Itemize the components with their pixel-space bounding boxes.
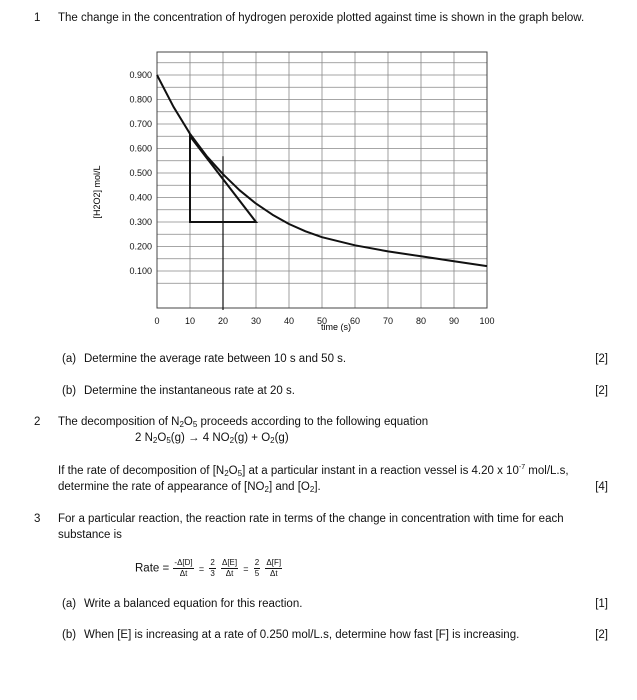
decomposition-equation: 2 $N_2O_5(g) \to 4$ $NO_2(g) + O_2(g)$ xyxy=(135,432,289,445)
q3-part-a-label: (a) xyxy=(62,598,77,610)
q1-part-a-text: Determine the average rate between 10 s and 50 s. xyxy=(84,353,347,365)
q1-part-b-label: (b) xyxy=(62,385,77,397)
question-2-text: The decomposition of $N_2O_5$ proceeds according to the following equation xyxy=(58,416,429,429)
concentration-time-chart xyxy=(80,40,520,340)
y-tick-labels xyxy=(129,70,152,276)
y-tick-label: 0.900 xyxy=(129,70,152,80)
y-tick-label: 0.800 xyxy=(129,94,152,105)
x-tick-label: 30 xyxy=(250,316,262,326)
y-tick-label: 0.300 xyxy=(129,217,152,227)
rate-expression: Rate = $\frac{-\Delta[D]}{\Delta t}$ = $\frac{2}{3}$ $\frac{\Delta[E]}{\Delta t}$ = $\frac{2}{5}$ $\frac{\Delta[F]}{\Delta t}$ xyxy=(135,558,282,578)
x-tick-label: 10 xyxy=(184,316,196,326)
question-3-line-2: substance is xyxy=(58,529,122,541)
x-tick-label: 80 xyxy=(415,316,427,326)
y-tick-label: 0.200 xyxy=(129,241,152,252)
question-1-text: The change in the concentration of hydrogen peroxide plotted against time is shown in the graph below. xyxy=(58,12,585,24)
y-tick-label: 0.700 xyxy=(129,119,152,129)
y-tick-label: 0.500 xyxy=(129,168,152,178)
fraction-f: $\frac{\Delta[F]}{\Delta t}$ xyxy=(266,558,282,578)
fraction-d: $\frac{-\Delta[D]}{\Delta t}$ xyxy=(174,558,193,578)
x-tick-label: 60 xyxy=(349,316,361,326)
q1-part-a-label: (a) xyxy=(62,353,77,365)
y-tick-label: 0.100 xyxy=(129,266,152,276)
q2-rate-line-2: determine the rate of appearance of $[NO_2]$ and $[O_2]$. xyxy=(58,481,321,494)
x-tick-label: 40 xyxy=(283,316,295,326)
q1-part-b-text: Determine the instantaneous rate at 20 s. xyxy=(84,385,295,397)
x-tick-label: 50 xyxy=(316,316,328,326)
question-2-number: 2 xyxy=(34,416,41,428)
coefficient-f: $\frac{2}{5}$ xyxy=(254,558,260,578)
q3-part-b-label: (b) xyxy=(62,629,77,641)
x-tick-label: 90 xyxy=(448,316,460,326)
x-tick-label: 70 xyxy=(382,316,394,326)
question-3-number: 3 xyxy=(34,513,41,525)
x-tick-label: 0 xyxy=(154,316,160,326)
x-tick-label: 100 xyxy=(479,316,495,326)
y-axis-label: [H2O2] mol/L xyxy=(92,165,102,219)
chart-grid xyxy=(157,52,487,308)
q2-marks: [4] xyxy=(595,481,608,493)
coefficient-e: $\frac{2}{3}$ xyxy=(210,558,215,578)
q1-part-b-marks: [2] xyxy=(595,385,608,397)
q1-part-a-marks: [2] xyxy=(595,353,608,365)
y-tick-label: 0.600 xyxy=(129,143,152,154)
question-3-line-1: For a particular reaction, the reaction rate in terms of the change in concentration with time for each xyxy=(58,513,564,525)
x-tick-label: 20 xyxy=(217,316,229,326)
x-axis-label: time (s) xyxy=(321,322,351,332)
q2-rate-line-1: If the rate of decomposition of $[N_2O_5]$ at a particular instant in a reaction vessel is 4.20 x $10^{-7}$ mol/L.s, xyxy=(58,464,569,478)
q3-part-b-marks: [2] xyxy=(595,629,608,641)
q3-part-b-text: When [E] is increasing at a rate of 0.250 mol/L.s, determine how fast [F] is increasing. xyxy=(84,629,520,641)
question-1-number: 1 xyxy=(34,12,41,24)
y-tick-label: 0.400 xyxy=(129,192,152,203)
q3-part-a-marks: [1] xyxy=(595,598,608,610)
rate-label: Rate = xyxy=(135,562,170,575)
q3-part-a-text: Write a balanced equation for this reaction. xyxy=(84,598,303,610)
fraction-e: $\frac{\Delta[E]}{\Delta t}$ xyxy=(221,558,238,578)
